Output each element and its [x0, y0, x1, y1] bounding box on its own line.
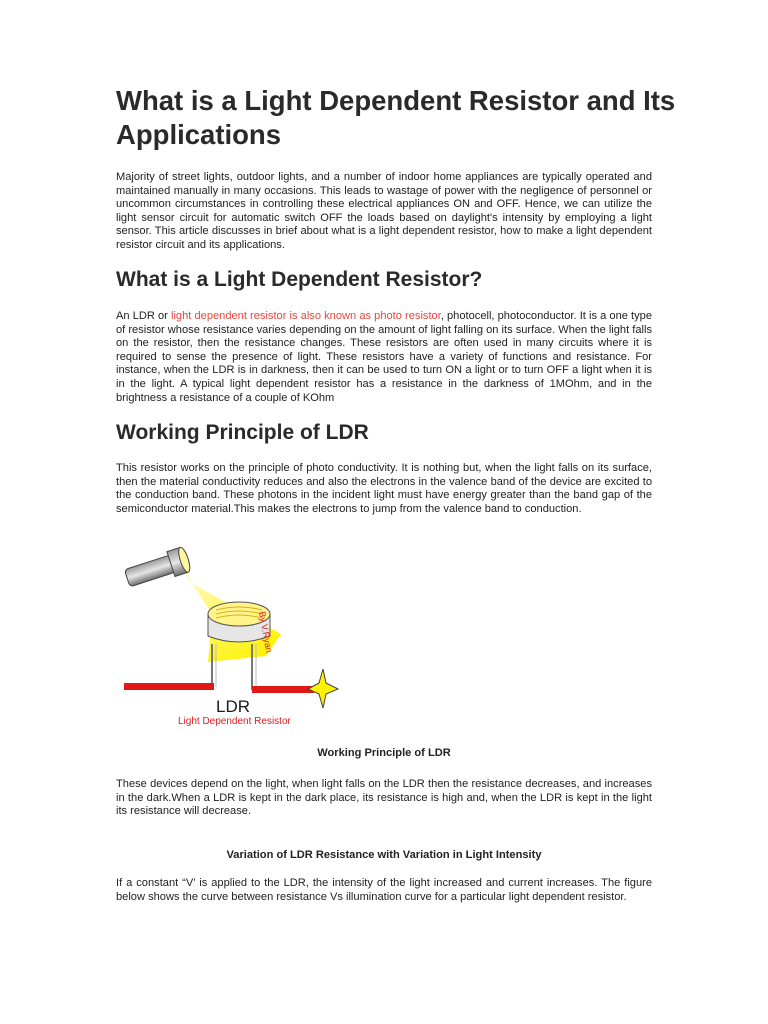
- figure-label-ldr: LDR: [216, 697, 251, 716]
- torch-icon: [123, 546, 192, 591]
- light-dark-paragraph: These devices depend on the light, when light falls on the LDR then the resistance decreases, and increases in the dark.When a LDR is kept in the dark place, its resistance is high and, when the LDR is kept in the light its resistance will decrease.: [116, 778, 652, 818]
- variation-subheading: Variation of LDR Resistance with Variation in Light Intensity: [226, 849, 542, 861]
- figure-label-sub: Light Dependent Resistor: [178, 716, 291, 727]
- working-principle-paragraph: This resistor works on the principle of photo conductivity. It is nothing but, when the light falls on its surface, then the material conductivity reduces and also the electrons in the valence band of the device are excited to the conduction band. These photons in the incident light must have energy greater than the band gap of the semiconductor material.This makes the electrons to jump from the valence band to conduction.: [116, 462, 652, 515]
- intro-paragraph: Majority of street lights, outdoor lights, and a number of indoor home appliances are typically operated and maintained manually in many occasions. This leads to wastage of power with the negligence of personnel or uncommon circumstances in controlling these electrical appliances ON and OFF. Hence, we can utilize the light sensor circuit for automatic switch OFF the loads based on daylight's intensity by employing a light sensor. This article discusses in brief about what is a light dependent resistor, how to make a light dependent resistor circuit and its applications.: [116, 171, 652, 251]
- ldr-figure: [116, 544, 346, 730]
- text-after-link: , photocell, photoconductor. It is a one type of resistor whose resistance varies depending on the amount of light falling on its surface. When the light falls on the resistor, then the resistance changes. These resistors are often used in many circuits where it is required to sense the presence of light. These resistors have a variety of functions and resistance. For instance, when the LDR is in darkness, then it can be used to turn ON a light or to turn OFF a light when it is in the light. A typical light dependent resistor has a resistance in the darkness of 1MOhm, and in the brightness a resistance of a couple of KOhm: [116, 310, 653, 404]
- ldr-definition-paragraph: [116, 310, 652, 405]
- red-lead-left: [124, 683, 214, 690]
- red-lead-right: [252, 686, 314, 693]
- ldr-illustration: [116, 544, 346, 730]
- star-spark-icon: [308, 669, 338, 708]
- figure-credit: By V.Ryan: [257, 610, 275, 654]
- page-title: What is a Light Dependent Resistor and Its Applications: [116, 85, 676, 150]
- text-before-link: An LDR or: [116, 310, 171, 322]
- photo-resistor-link[interactable]: light dependent resistor is also known as photo resistor: [171, 310, 441, 322]
- section-heading-what-is-ldr: What is a Light Dependent Resistor?: [116, 268, 483, 291]
- figure-caption: Working Principle of LDR: [317, 747, 451, 759]
- resistance-curve-paragraph: If a constant “V’ is applied to the LDR, the intensity of the light increased and current increases. The figure below shows the curve between resistance Vs illumination curve for a particular light dependent resistor.: [116, 877, 652, 903]
- section-heading-working-principle: Working Principle of LDR: [116, 421, 369, 444]
